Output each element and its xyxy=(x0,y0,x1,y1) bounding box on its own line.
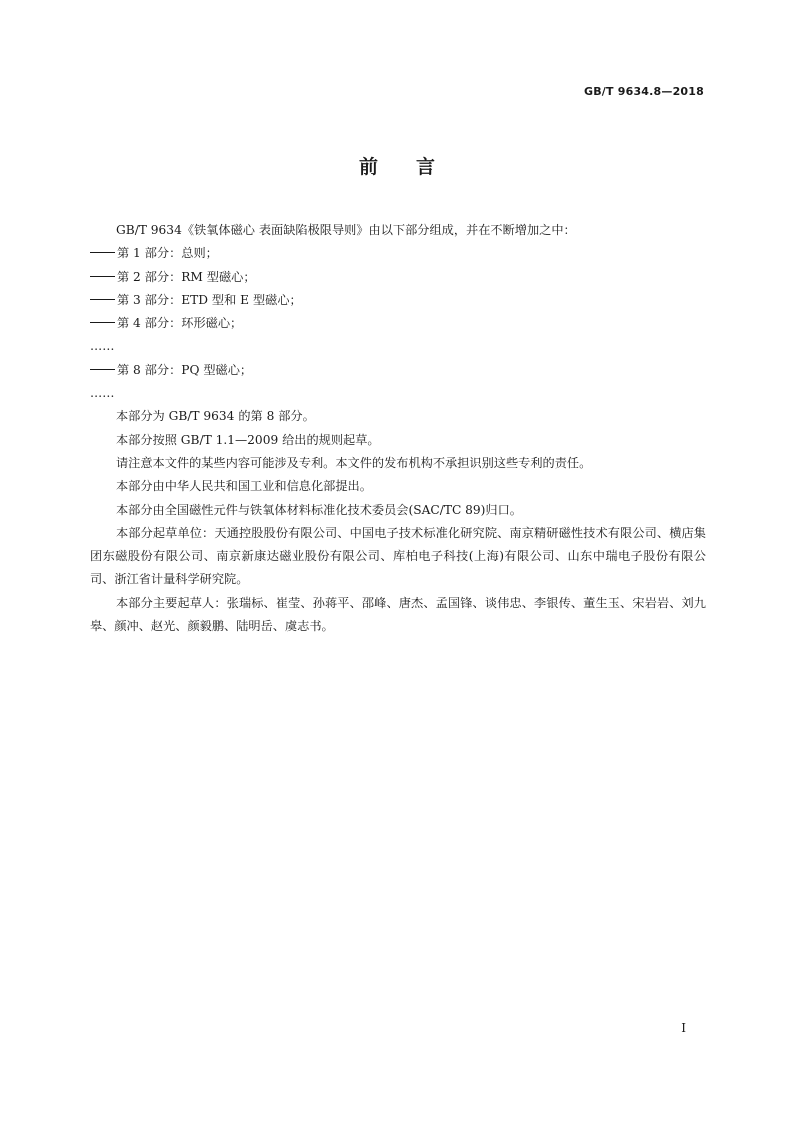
em-dash-icon xyxy=(90,276,115,277)
part-list-item xyxy=(90,266,706,289)
em-dash-icon xyxy=(90,299,115,300)
part-label: 第 4 部分：环形磁心； xyxy=(117,316,243,331)
part-label: 第 8 部分：PQ 型磁心； xyxy=(117,362,253,377)
intro-text: GB/T 9634《铁氧体磁心 表面缺陷极限导则》由以下部分组成，并在不断增加之中： xyxy=(116,223,576,237)
page-title: 前言 xyxy=(358,156,473,178)
em-dash-icon xyxy=(90,252,115,253)
part-of-statement: 本部分为 GB/T 9634 的第 8 部分。 xyxy=(116,409,315,424)
drafters-paragraph: 本部分主要起草人：张瑞标、崔莹、孙蒋平、邵峰、唐杰、孟国锋、谈伟忠、李银传、董生玉、宋岩岩、刘九皋、颜冲、赵光、颜毅鹏、陆明岳、虞志书。 xyxy=(90,595,706,634)
part-list-ellipsis: …… xyxy=(90,386,115,401)
part-list-ellipsis: …… xyxy=(90,339,115,354)
part-list-item xyxy=(90,312,706,335)
page-number: I xyxy=(681,1021,686,1035)
centralized-by-statement: 本部分由全国磁性元件与铁氧体材料标准化技术委员会(SAC/TC 89)归口。 xyxy=(116,502,522,517)
em-dash-icon xyxy=(90,369,115,370)
drafting-rules-statement: 本部分按照 GB/T 1.1—2009 给出的规则起草。 xyxy=(116,432,380,447)
drafting-units-paragraph: 本部分起草单位：天通控股股份有限公司、中国电子技术标准化研究院、南京精研磁性技术有限公司、横店集团东磁股份有限公司、南京新康达磁业股份有限公司、库柏电子科技(上海)有限公司、山东中瑞电子股份有限公司、浙江省计量科学研究院。 xyxy=(90,525,706,587)
proposed-by-statement: 本部分由中华人民共和国工业和信息化部提出。 xyxy=(116,479,372,494)
part-list-item xyxy=(90,242,706,265)
part-list-item xyxy=(90,359,706,382)
foreword-body xyxy=(90,219,706,638)
patent-notice: 请注意本文件的某些内容可能涉及专利。本文件的发布机构不承担识别这些专利的责任。 xyxy=(116,455,592,470)
standard-code: GB/T 9634.8—2018 xyxy=(583,85,704,98)
em-dash-icon xyxy=(90,322,115,323)
part-list-item xyxy=(90,289,706,312)
part-label: 第 3 部分：ETD 型和 E 型磁心； xyxy=(117,292,302,307)
part-label: 第 2 部分：RM 型磁心； xyxy=(117,269,256,284)
part-label: 第 1 部分：总则； xyxy=(117,246,218,261)
